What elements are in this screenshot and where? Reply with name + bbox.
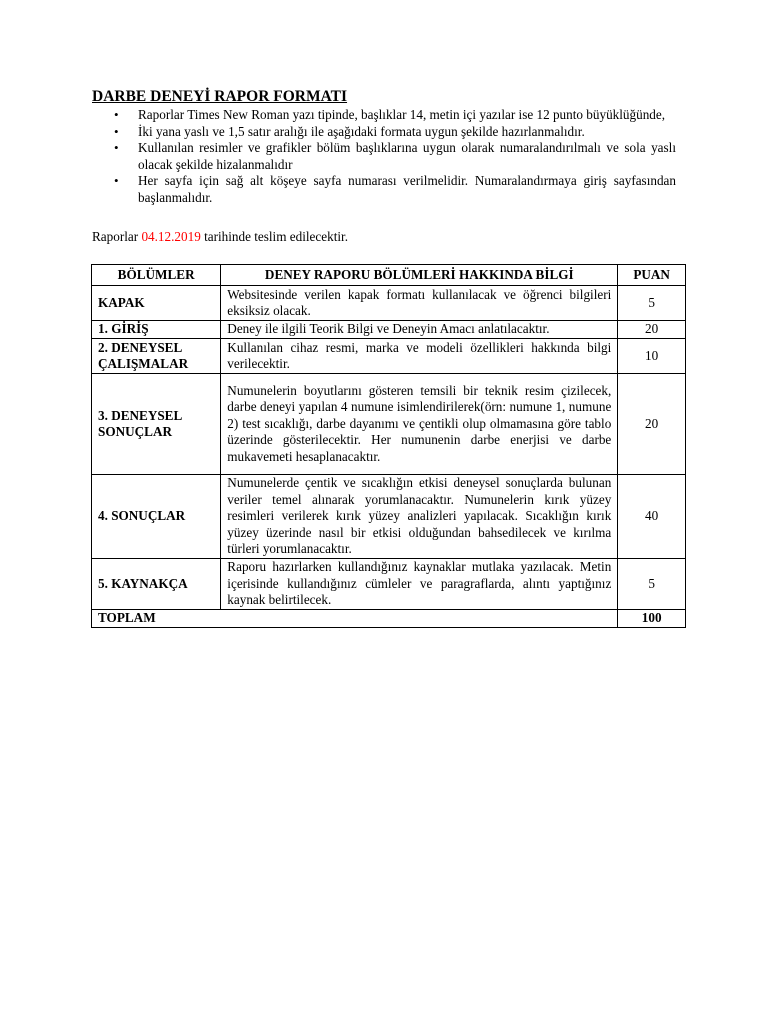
section-name: 3. DENEYSEL SONUÇLAR <box>92 374 221 475</box>
table-row <box>92 339 686 374</box>
bullet-icon: • <box>114 123 119 139</box>
rule-text: İki yana yaslı ve 1,5 satır aralığı ile aşağıdaki formata uygun şekilde hazırlanmalıdır. <box>138 123 585 139</box>
bullet-icon: • <box>114 107 119 122</box>
header-info: DENEY RAPORU BÖLÜMLERİ HAKKINDA BİLGİ <box>221 265 618 286</box>
document-title: DARBE DENEYİ RAPOR FORMATI <box>92 88 348 105</box>
table-row <box>92 321 686 339</box>
section-points: 10 <box>618 339 686 374</box>
list-item <box>92 173 676 206</box>
section-info: Kullanılan cihaz resmi, marka ve modeli özellikleri hakkında bilgi verilecektir. <box>221 339 618 374</box>
section-info: Numunelerde çentik ve sıcaklığın etkisi deneysel sonuçlarda bulunan veriler temel alınarak yorumlanacaktır. Numunelerin kırık yüzey resimleri verilerek kırık yüzey analizleri yapılacak. Sıcaklığın kırık yüzey üzerinde nasıl bir etkisi olduğundan bahsedilecek ve kırılma türleri yorumlanacaktır. <box>221 475 618 559</box>
section-points: 20 <box>618 374 686 475</box>
table-row <box>92 559 686 610</box>
grading-table <box>91 264 686 628</box>
section-points: 5 <box>618 559 686 610</box>
section-info: Raporu hazırlarken kullandığınız kaynaklar mutlaka yazılacak. Metin içerisinde kullandığınız cümleler ve paragraflarda, alıntı yaptığınız kaynak belirtilecek. <box>221 559 618 610</box>
header-sections: BÖLÜMLER <box>92 265 221 286</box>
header-points: PUAN <box>618 265 686 286</box>
deadline-suffix: tarihinde teslim edilecektir. <box>200 229 348 244</box>
rule-text: Kullanılan resimler ve grafikler bölüm başlıklarına uygun olarak numaralandırılmalı ve sola yaslı olacak şekilde hizalanmalıdır <box>138 140 676 172</box>
deadline-note <box>92 229 348 246</box>
section-name: 4. SONUÇLAR <box>92 475 221 559</box>
section-name: KAPAK <box>92 286 221 321</box>
bullet-icon: • <box>114 173 119 188</box>
rule-text: Her sayfa için sağ alt köşeye sayfa numarası verilmelidir. Numaralandırmaya giriş sayfasından başlanmalıdır. <box>138 173 676 205</box>
table-row <box>92 374 686 475</box>
section-info: Numunelerin boyutlarını gösteren temsili bir teknik resim çizilecek, darbe deneyi yapılan 4 numune isimlendirilerek(örn: numune 1, numune 2) test sıcaklığı, darbe dayanımı ve çentikli olup olmamasına göre tablo üzerinde gösterilecektir. Her numunenin darbe enerjisi ve darbe mukavemeti hesaplanacaktır. <box>221 374 618 475</box>
section-points: 40 <box>618 475 686 559</box>
section-info: Deney ile ilgili Teorik Bilgi ve Deneyin Amacı anlatılacaktır. <box>221 321 618 339</box>
section-points: 5 <box>618 286 686 321</box>
section-name: 2. DENEYSEL ÇALIŞMALAR <box>92 339 221 374</box>
bullet-icon: • <box>114 140 119 155</box>
list-item <box>92 107 676 124</box>
table-row <box>92 286 686 321</box>
list-item <box>92 140 676 173</box>
format-rules-list <box>92 107 676 206</box>
total-points: 100 <box>618 610 686 628</box>
table-header-row <box>92 265 686 286</box>
section-points: 20 <box>618 321 686 339</box>
list-item <box>92 124 676 141</box>
deadline-prefix: Raporlar <box>92 229 142 244</box>
table-total-row <box>92 610 686 628</box>
section-name: 1. GİRİŞ <box>92 321 221 339</box>
rule-text: Raporlar Times New Roman yazı tipinde, başlıklar 14, metin içi yazılar ise 12 punto büyüklüğünde, <box>138 107 666 122</box>
total-label: TOPLAM <box>92 610 618 628</box>
deadline-date: 04.12.2019 <box>141 229 201 244</box>
section-info: Websitesinde verilen kapak formatı kullanılacak ve öğrenci bilgileri eksiksiz olacak. <box>221 286 618 321</box>
table-row <box>92 475 686 559</box>
section-name: 5. KAYNAKÇA <box>92 559 221 610</box>
